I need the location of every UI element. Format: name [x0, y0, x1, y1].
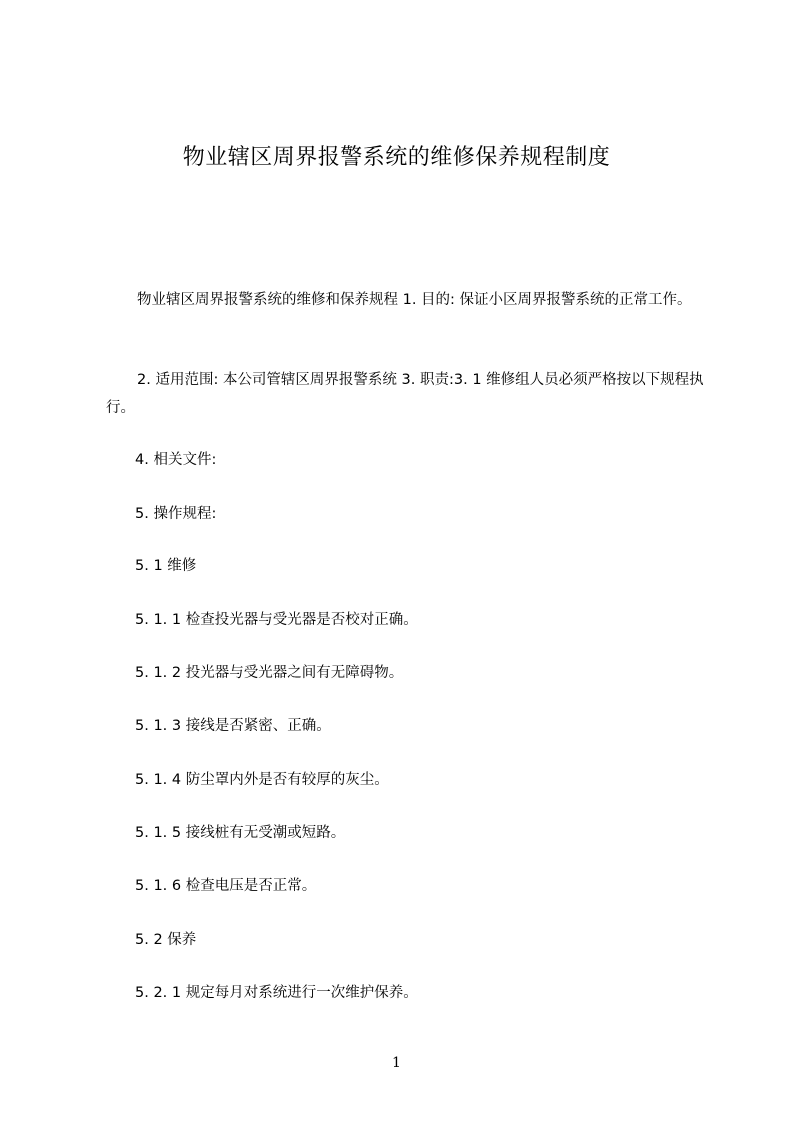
paragraph-5-1-5: 5. 1. 5 接线桩有无受潮或短路。: [135, 825, 346, 841]
paragraph-purpose: 物业辖区周界报警系统的维修和保养规程 1. 目的: 保证小区周界报警系统的正常工作。: [137, 292, 692, 308]
paragraph-maintenance: 5. 1 维修: [135, 558, 197, 574]
document-title: 物业辖区周界报警系统的维修保养规程制度: [182, 145, 611, 170]
paragraph-5-1-3: 5. 1. 3 接线是否紧密、正确。: [135, 718, 331, 734]
page-number: 1: [392, 1055, 401, 1071]
paragraph-5-1-4: 5. 1. 4 防尘罩内外是否有较厚的灰尘。: [135, 772, 389, 788]
paragraph-related-docs: 4. 相关文件:: [135, 452, 217, 468]
paragraph-5-1-6: 5. 1. 6 检查电压是否正常。: [135, 878, 317, 894]
paragraph-5-1-2: 5. 1. 2 投光器与受光器之间有无障碍物。: [135, 665, 404, 681]
paragraph-procedures: 5. 操作规程:: [135, 506, 217, 522]
paragraph-scope-duties: 2. 适用范围: 本公司管辖区周界报警系统 3. 职责:3. 1 维修组人员必须严格按以下规程执行。: [106, 372, 704, 416]
paragraph-upkeep: 5. 2 保养: [135, 932, 197, 948]
paragraph-5-2-1: 5. 2. 1 规定每月对系统进行一次维护保养。: [135, 985, 418, 1001]
paragraph-5-1-1: 5. 1. 1 检查投光器与受光器是否校对正确。: [135, 612, 418, 628]
